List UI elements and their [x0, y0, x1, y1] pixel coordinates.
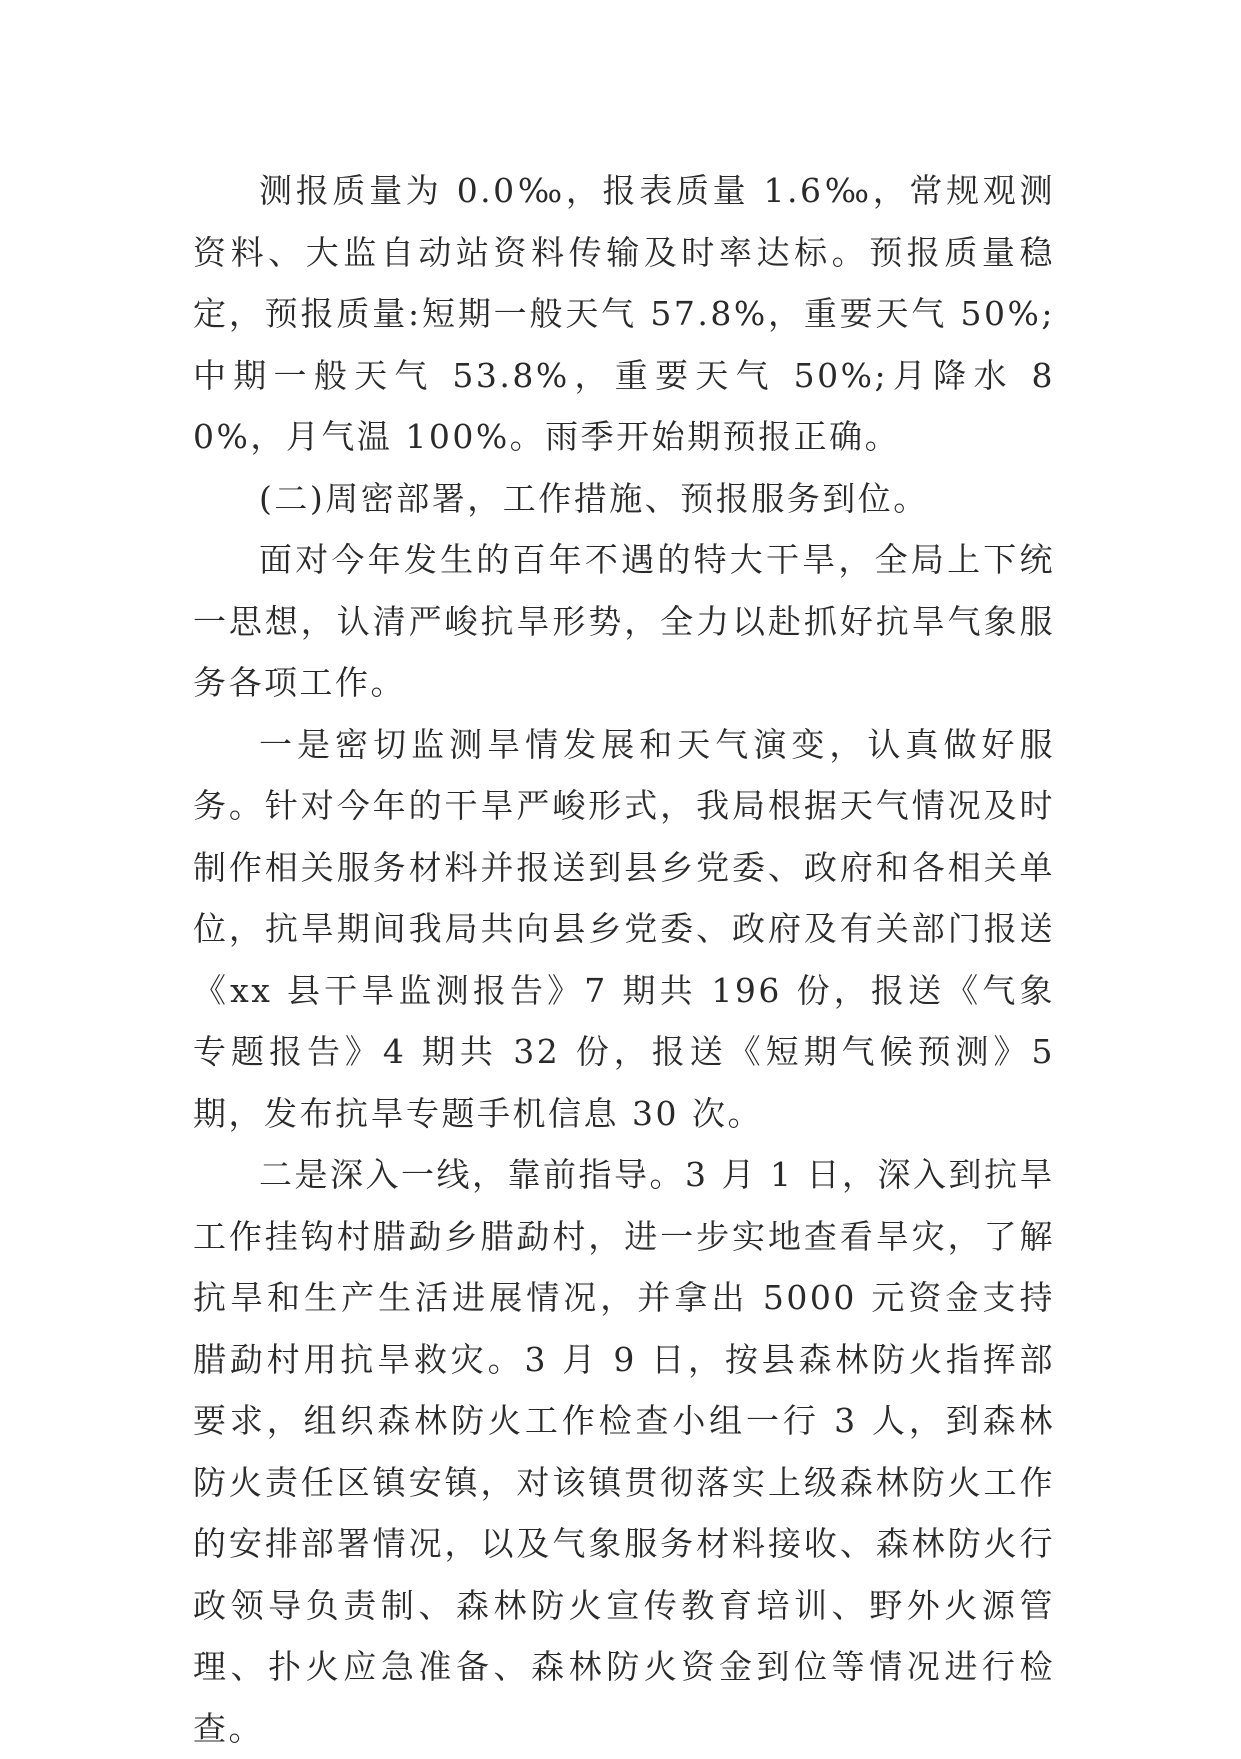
document-body [193, 160, 1055, 1759]
paragraph-quality-stats: 测报质量为 0.0‰，报表质量 1.6‰，常规观测资料、大监自动站资料传输及时率达标。预报质量稳定，预报质量:短期一般天气 57.8%，重要天气 50%;中期一般天气 53.8%，重要天气 50%;月降水 80%，月气温 100%。雨季开始期预报正确。 [193, 171, 1055, 456]
paragraph-frontline-guidance: 二是深入一线，靠前指导。3 月 1 日，深入到抗旱工作挂钩村腊勐乡腊勐村，进一步实地查看旱灾，了解抗旱和生产生活进展情况，并拿出 5000 元资金支持腊勐村用抗旱救灾。3 月 9 日，按县森林防火指挥部要求，组织森林防火工作检查小组一行 3 人，到森林防火责任区镇安镇，对该镇贯彻落实上级森林防火工作的安排部署情况，以及气象服务材料接收、森林防火行政领导负责制、森林防火宣传教育培训、野外火源管理、扑火应急准备、森林防火资金到位等情况进行检查。 [193, 1155, 1055, 1748]
paragraph-drought-overview: 面对今年发生的百年不遇的特大干旱，全局上下统一思想，认清严峻抗旱形势，全力以赴抓好抗旱气象服务各项工作。 [193, 540, 1055, 702]
paragraph-section-heading: (二)周密部署，工作措施、预报服务到位。 [259, 478, 929, 518]
paragraph-monitoring-service: 一是密切监测旱情发展和天气演变，认真做好服务。针对今年的干旱严峻形式，我局根据天气情况及时制作相关服务材料并报送到县乡党委、政府和各相关单位，抗旱期间我局共向县乡党委、政府及有关部门报送《xx 县干旱监测报告》7 期共 196 份，报送《气象专题报告》4 期共 32 份，报送《短期气候预测》5 期，发布抗旱专题手机信息 30 次。 [193, 724, 1055, 1133]
